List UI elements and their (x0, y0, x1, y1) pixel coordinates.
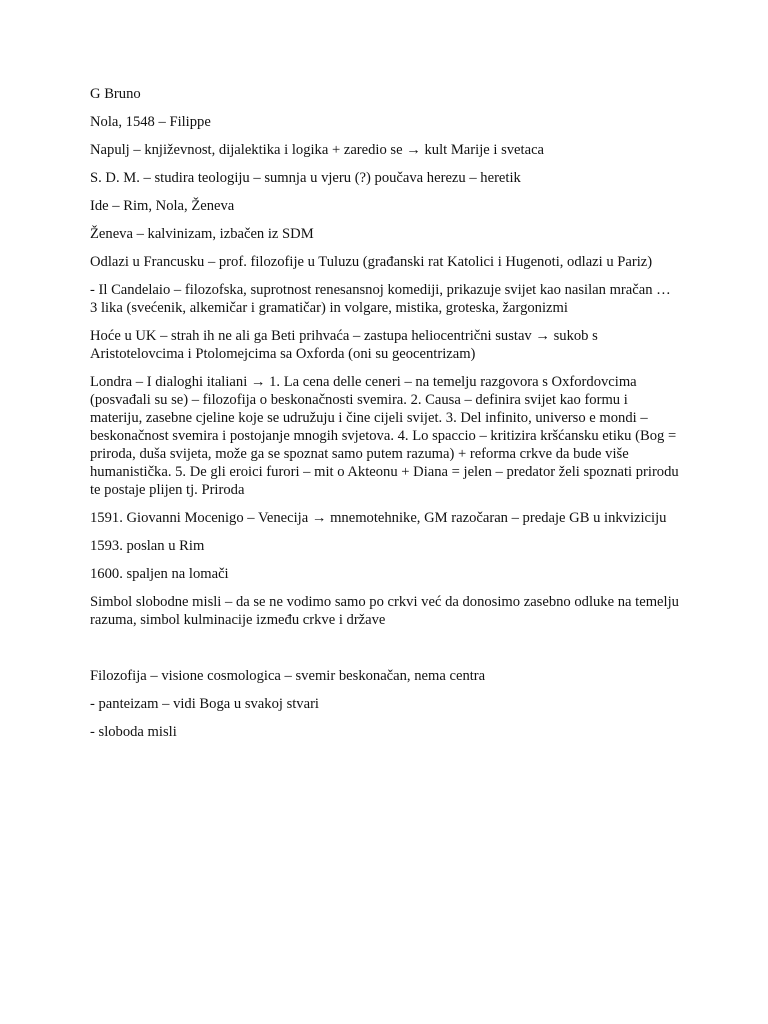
paragraph-1600: 1600. spaljen na lomači (90, 566, 229, 582)
paragraph-napulj: Napulj – književnost, dijalektika i logika + zaredio se → kult Marije i svetaca (90, 142, 545, 158)
paragraph-1591: 1591. Giovanni Mocenigo – Venecija → mnemotehnike, GM razočaran – predaje GB u inkviziciju (90, 510, 667, 526)
blank-line (90, 639, 680, 667)
heading-author: G Bruno (90, 86, 141, 102)
paragraph-simbol: Simbol slobodne misli – da se ne vodimo samo po crkvi već da donosimo zasebno odluke na temelju razuma, simbol kulminacije između crkve i države (90, 594, 679, 628)
list-item-panteizam: - panteizam – vidi Boga u svakoj stvari (90, 696, 319, 712)
list-item-sloboda: - sloboda misli (90, 724, 177, 740)
paragraph-birth: Nola, 1548 – Filippe (90, 114, 211, 130)
paragraph-zeneva: Ženeva – kalvinizam, izbačen iz SDM (90, 226, 314, 242)
paragraph-francuska: Odlazi u Francusku – prof. filozofije u Tuluzu (građanski rat Katolici i Hugenoti, odlazi u Pariz) (90, 254, 653, 270)
paragraph-1593: 1593. poslan u Rim (90, 538, 205, 554)
paragraph-londra: Londra – I dialoghi italiani → 1. La cena delle ceneri – na temelju razgovora s Oxfordovcima (posvađali su se) – filozofija o beskonačnosti svemira. 2. Causa – definira svijet kao formu i materiju, zasebne cjeline koje se udružuju i čine cijeli svijet. 3. Del infinito, universo e mondi – beskonačnost svemira i postojanje mnogih svjetova. 4. Lo spaccio – kritizira kršćansku etiku (Bog = priroda, duša svijeta, može ga se spoznat samo putem razuma) + reforma crkve da bude više humanistička. 5. De gli eroici furori – mit o Akteonu + Diana = jelen – predator želi spoznati prirodu te postaje plijen tj. Priroda (90, 374, 679, 498)
paragraph-sdm: S. D. M. – studira teologiju – sumnja u vjeru (?) poučava herezu – heretik (90, 170, 521, 186)
paragraph-candelaio: - Il Candelaio – filozofska, suprotnost renesansnoj komediji, prikazuje svijet kao nasilan mračan … 3 lika (svećenik, alkemičar i gramatičar) in volgare, mistika, groteska, žargonizmi (90, 282, 671, 316)
paragraph-filozofija: Filozofija – visione cosmologica – svemir beskonačan, nema centra (90, 668, 486, 684)
paragraph-travels: Ide – Rim, Nola, Ženeva (90, 198, 235, 214)
paragraph-uk: Hoće u UK – strah ih ne ali ga Beti prihvaća – zastupa heliocentrični sustav → sukob s Aristotelovcima i Ptolomejcima sa Oxforda (oni su geocentrizam) (90, 328, 598, 362)
document-body (90, 85, 680, 751)
